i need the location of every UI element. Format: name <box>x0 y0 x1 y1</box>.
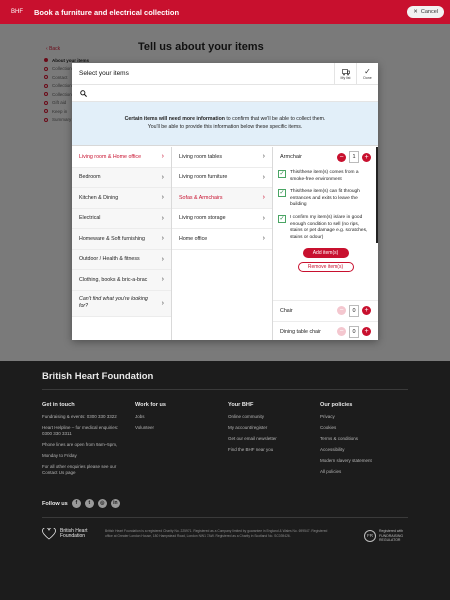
fundraising-regulator-badge: FR Registered with FUNDRAISING REGULATOR <box>364 529 403 543</box>
chevron-right-icon: › <box>161 214 164 222</box>
checkmark-icon: ✓ <box>364 67 371 76</box>
footer-link[interactable]: Cookies <box>320 425 337 430</box>
chevron-right-icon: › <box>161 255 164 263</box>
checkmark-icon: ✓ <box>279 171 285 177</box>
step-dot-icon <box>44 75 48 79</box>
quantity-stepper <box>337 151 371 163</box>
chevron-right-icon: › <box>161 173 164 181</box>
footer-link[interactable]: For all other enquiries please see our Contact Us page <box>42 464 117 475</box>
remove-items-button[interactable]: Remove item(s) <box>298 262 354 272</box>
category-item-living-room[interactable]: Living room & Home office › <box>72 147 171 168</box>
confirmation-checkbox[interactable]: ✓ This/these item(s) comes from a smoke-free environment <box>279 170 359 182</box>
footer-link[interactable]: Volunteer <box>135 425 155 430</box>
page-title: Tell us about your items <box>138 41 264 53</box>
footer-heading: Our policies <box>320 402 353 408</box>
facebook-icon[interactable]: f <box>72 499 81 508</box>
item-columns <box>72 147 378 340</box>
footer-link[interactable]: Terms & conditions <box>320 436 359 441</box>
item-armchair <box>273 147 378 167</box>
footer-divider <box>42 517 408 518</box>
step-item: Collection <box>44 82 89 91</box>
my-list-button[interactable] <box>334 63 356 85</box>
item-detail-panel <box>273 147 378 340</box>
cancel-label: Cancel <box>420 9 438 15</box>
footer-link[interactable]: All policies <box>320 469 342 474</box>
step-dot-icon <box>44 118 48 122</box>
info-bold-text: Certain items will need more information <box>124 116 225 122</box>
footer-logo[interactable]: British Heart Foundation <box>42 528 96 540</box>
footer-text: Heart Helpline – for medical enquiries: 0300 330 3311 <box>42 425 119 436</box>
regulator-logo-icon: FR <box>364 530 376 542</box>
category-list <box>72 147 172 340</box>
confirmation-checkbox[interactable]: ✓ I confirm my item(s) is/are in good enough condition to sell (no rips, stains or pet damage e.g. scratches, stains or odour) <box>279 214 368 240</box>
category-item-clothing[interactable]: Clothing, books & bric-a-brac › <box>72 270 171 291</box>
footer-link[interactable]: Online community <box>228 414 265 419</box>
step-dot-icon <box>44 67 48 71</box>
step-item: About your items <box>44 56 89 65</box>
follow-us-label: Follow us <box>42 500 68 507</box>
footer-get-in-touch <box>42 402 122 481</box>
subcategory-item-home-office[interactable]: Home office › <box>172 229 272 250</box>
scrollbar[interactable] <box>376 147 378 243</box>
modal-header <box>72 63 378 85</box>
chevron-right-icon: › <box>161 235 164 243</box>
footer-link[interactable]: Accessibility <box>320 447 345 452</box>
back-link[interactable]: ‹ Back <box>46 46 61 52</box>
step-dot-icon <box>44 84 48 88</box>
item-label: Dining table chair <box>280 328 321 335</box>
step-item: Contact <box>44 73 89 82</box>
quantity-field[interactable]: 0 <box>349 305 359 317</box>
chevron-right-icon: › <box>262 173 265 181</box>
checkmark-icon: ✓ <box>279 215 285 222</box>
chevron-right-icon: › <box>262 153 265 161</box>
category-item-outdoor[interactable]: Outdoor / Health & fitness › <box>72 250 171 271</box>
instagram-icon[interactable]: ◎ <box>98 499 107 508</box>
category-item-kitchen[interactable]: Kitchen & Dining › <box>72 188 171 209</box>
footer-policies <box>320 402 410 480</box>
footer-legal-text: British Heart Foundation is a registered Charity No. 225971. Registered as a Company limited by guarantee in England & Wales No. 699547. Registered office at Greater London House, 180 Hampstead Road, London NW1 7AW. Registered as a Charity in Scotland No. SC039426. <box>105 529 328 538</box>
decrement-button[interactable]: − <box>337 327 346 336</box>
checkmark-icon: ✓ <box>279 190 285 197</box>
top-bar <box>0 0 450 24</box>
footer-heading: Work for us <box>135 402 166 408</box>
twitter-icon[interactable]: t <box>85 499 94 508</box>
modal-title: Select your items <box>79 70 129 77</box>
my-list-label: My list <box>340 75 351 80</box>
subcategory-item-sofas[interactable]: Sofas & Armchairs › <box>172 188 272 209</box>
chevron-right-icon: › <box>161 194 164 202</box>
category-item-bedroom[interactable]: Bedroom › <box>72 168 171 189</box>
step-item: Collection <box>44 90 89 99</box>
info-text: to confirm that we'll be able to collect them. You'll be able to provide this information below these specific items. <box>147 116 326 130</box>
search-icon <box>80 90 87 97</box>
bhf-logo[interactable]: BHF <box>11 9 23 15</box>
chevron-right-icon: › <box>262 194 265 202</box>
chevron-right-icon: › <box>161 276 164 284</box>
item-dining-table-chair <box>273 321 378 340</box>
social-links <box>42 499 120 508</box>
step-dot-icon <box>44 58 48 62</box>
cancel-button[interactable] <box>407 6 444 18</box>
subcategory-item-furniture[interactable]: Living room furniture › <box>172 168 272 189</box>
footer-link[interactable]: My account/register <box>228 425 268 430</box>
select-items-modal <box>72 63 378 340</box>
page-header-title: Book a furniture and electrical collection <box>34 7 180 17</box>
footer-heading: Get in touch <box>42 402 75 408</box>
site-footer <box>0 361 450 600</box>
step-dot-icon <box>44 92 48 96</box>
footer-link[interactable]: Jobs <box>135 414 145 419</box>
chevron-right-icon: › <box>161 299 164 307</box>
increment-button[interactable]: + <box>362 153 371 162</box>
footer-work-for-us <box>135 402 205 436</box>
footer-link[interactable]: Get our email newsletter <box>228 436 277 441</box>
increment-button[interactable]: + <box>362 306 371 315</box>
footer-heading: Your BHF <box>228 402 254 408</box>
subcategory-item-storage[interactable]: Living room storage › <box>172 209 272 230</box>
chevron-right-icon: › <box>262 214 265 222</box>
decrement-button[interactable]: − <box>337 153 346 162</box>
add-items-button[interactable]: Add item(s) <box>303 248 349 258</box>
step-item: Collection <box>44 65 89 74</box>
footer-text: Monday to Friday <box>42 453 77 458</box>
step-dot-icon <box>44 101 48 105</box>
item-chair <box>273 300 378 320</box>
step-item: Summary <box>44 116 89 125</box>
chevron-right-icon: › <box>262 235 265 243</box>
footer-your-bhf <box>228 402 308 458</box>
category-item-electrical[interactable]: Electrical › <box>72 209 171 230</box>
heart-logo-icon <box>42 528 56 540</box>
step-item: Gift aid <box>44 99 89 108</box>
quantity-field[interactable]: 0 <box>349 326 359 338</box>
subcategory-list <box>172 147 273 340</box>
quantity-stepper <box>337 305 371 317</box>
item-label: Chair <box>280 307 293 314</box>
subcategory-item-tables[interactable]: Living room tables › <box>172 147 272 168</box>
footer-brand: British Heart Foundation <box>42 371 154 382</box>
footer-link[interactable]: Privacy <box>320 414 335 419</box>
footer-text: Fundraising & events: 0300 330 3322 <box>42 414 117 419</box>
footer-link[interactable]: Modern slavery statement <box>320 458 372 463</box>
search-bar <box>72 85 378 102</box>
confirmation-checkbox[interactable]: ✓ This/these item(s) can fit through entrances and exits to leave the building <box>279 189 360 208</box>
step-item: Keep in <box>44 107 89 116</box>
quantity-field[interactable]: 1 <box>349 151 359 163</box>
footer-divider <box>42 389 408 390</box>
chevron-right-icon: › <box>161 153 164 161</box>
footer-link[interactable]: Find the BHF near you <box>228 447 274 452</box>
info-banner <box>72 102 378 146</box>
done-label: Done <box>363 76 372 80</box>
linkedin-icon[interactable]: in <box>111 499 120 508</box>
increment-button[interactable]: + <box>362 327 371 336</box>
done-button[interactable] <box>356 63 378 85</box>
quantity-stepper <box>337 326 371 338</box>
truck-icon <box>342 69 350 76</box>
category-item-homeware[interactable]: Homeware & Soft furnishing › <box>72 229 171 250</box>
search-input[interactable] <box>91 90 291 96</box>
close-icon: ✕ <box>413 9 418 15</box>
category-item-cant-find[interactable]: Can't find what you're looking for? › <box>72 291 171 317</box>
step-dot-icon <box>44 109 48 113</box>
item-label: Armchair <box>280 154 303 160</box>
decrement-button[interactable]: − <box>337 306 346 315</box>
footer-text: Phone lines are open from 9am–5pm, <box>42 442 118 447</box>
